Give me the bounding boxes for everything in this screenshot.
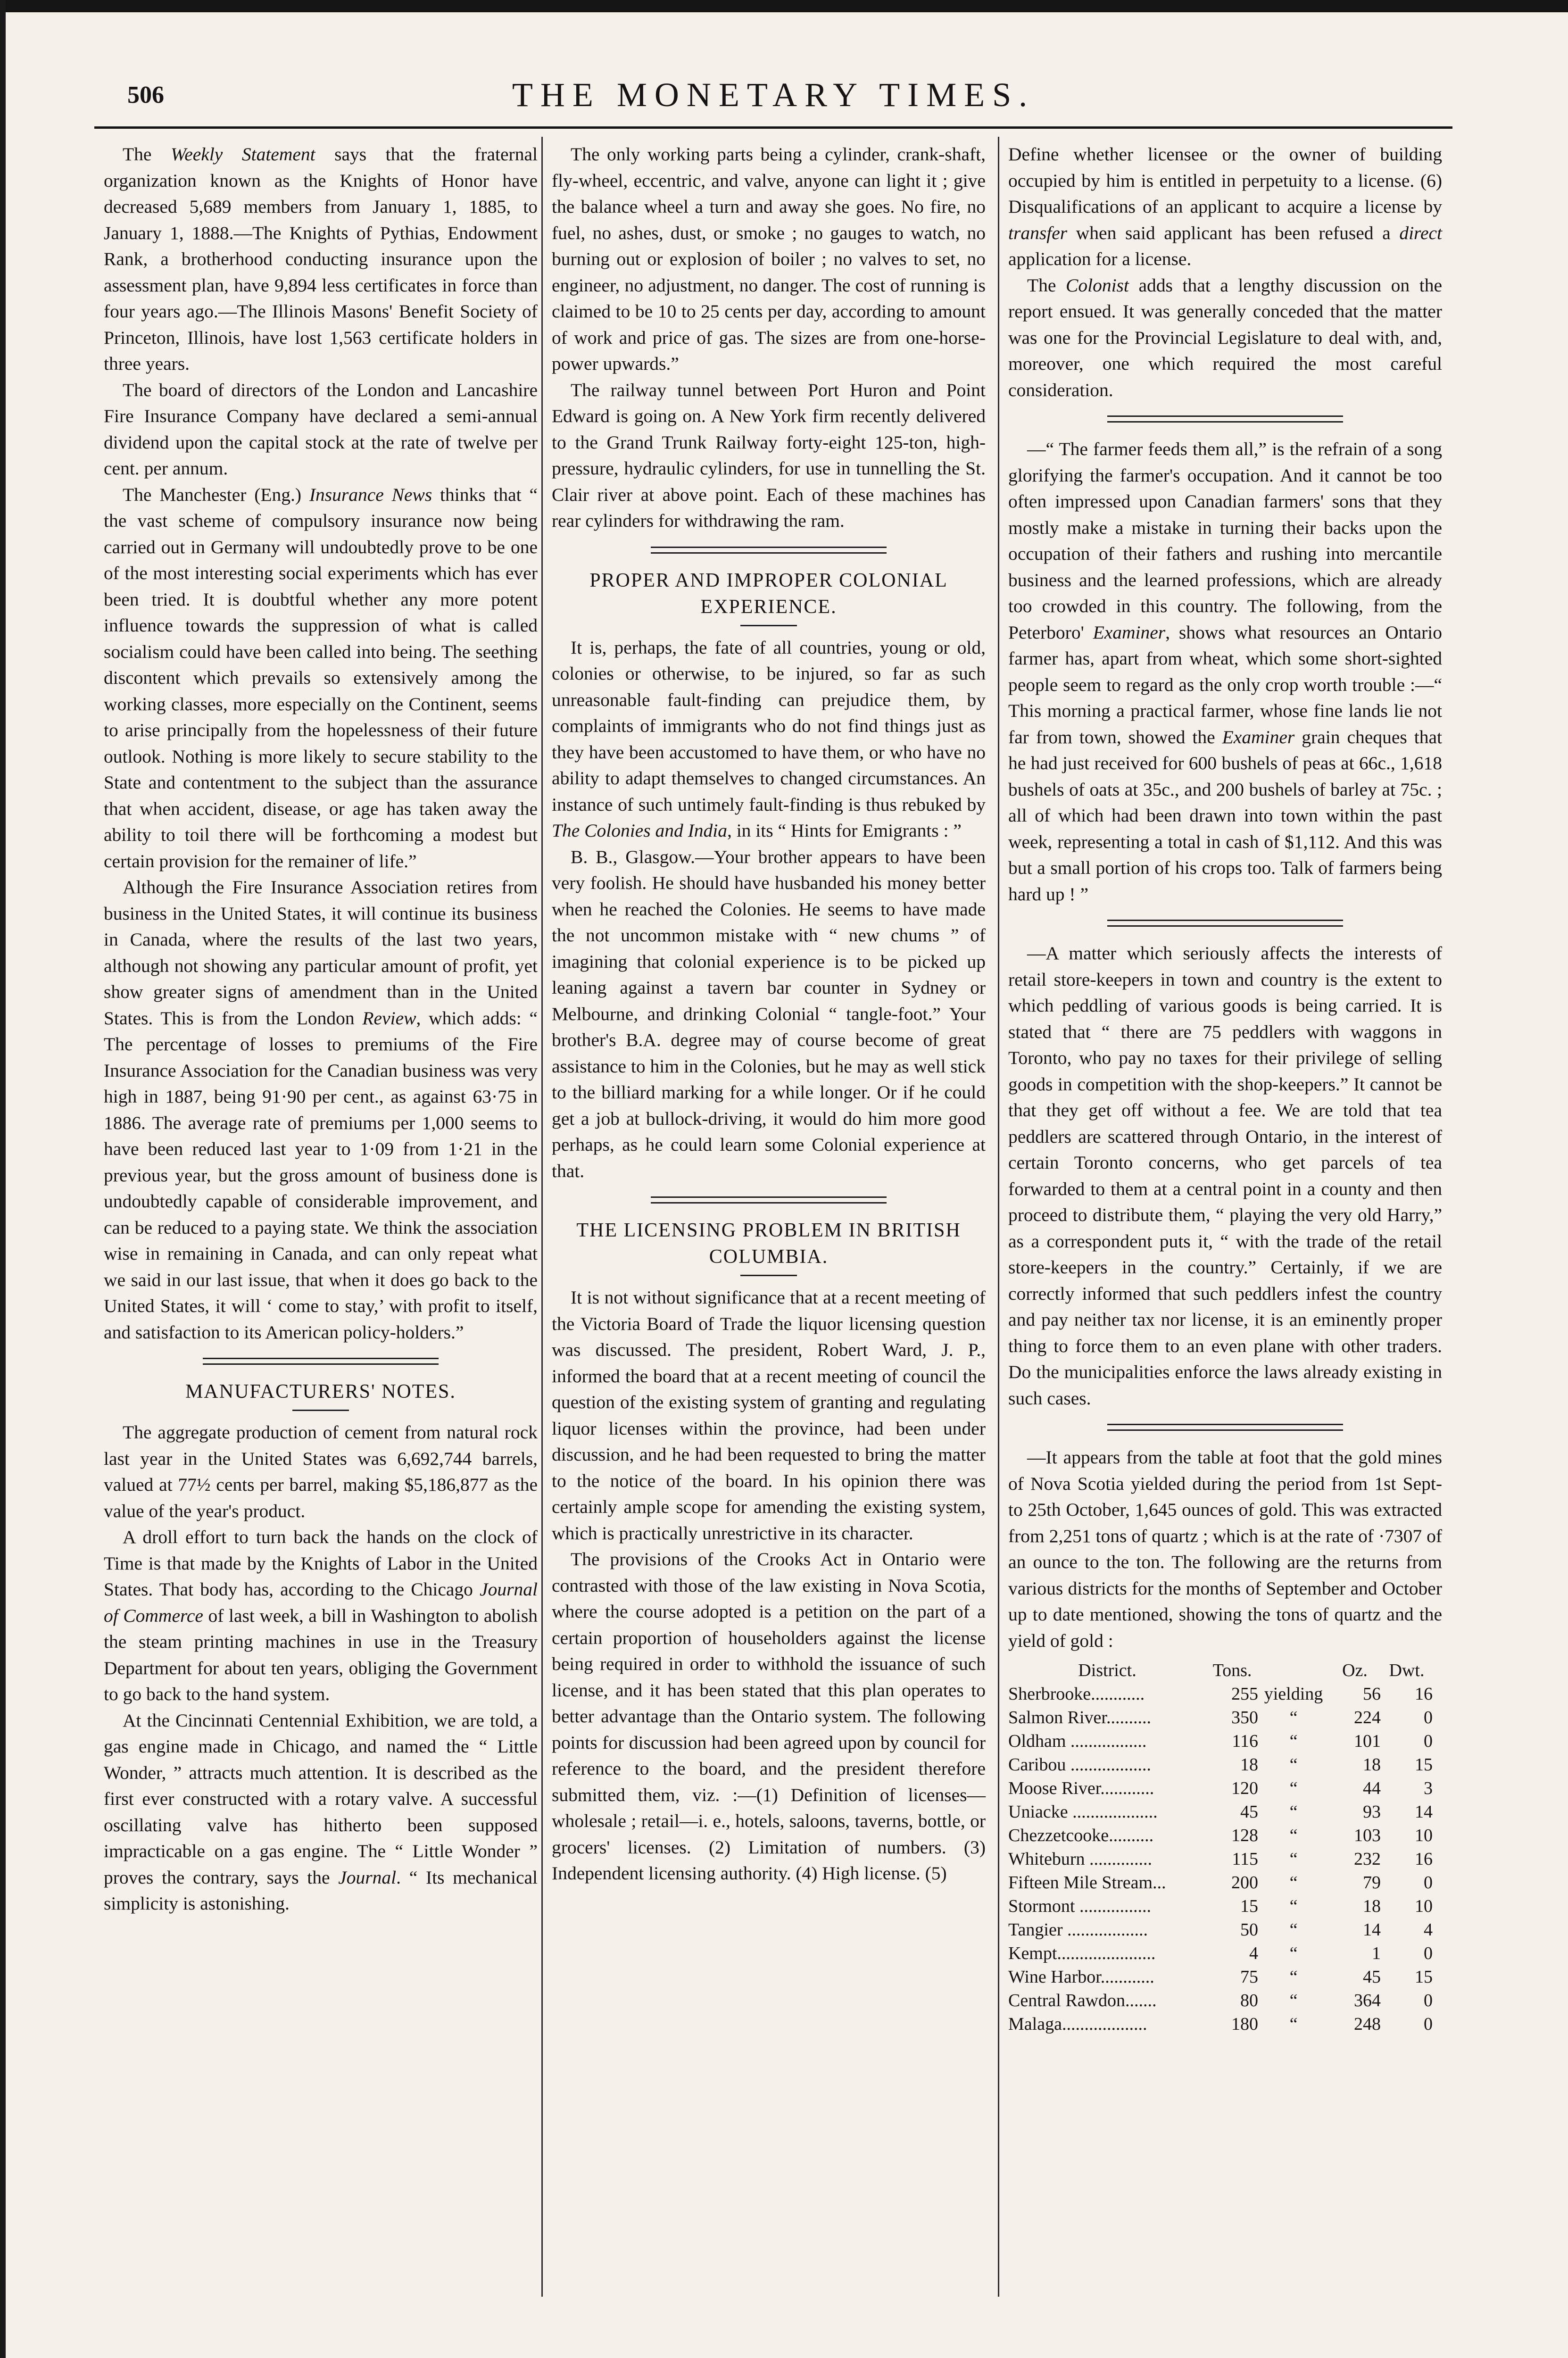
table-cell: 14 bbox=[1363, 1920, 1381, 1940]
table-row bbox=[1008, 1706, 1433, 1729]
table-cell: yielding bbox=[1264, 1684, 1323, 1704]
heading-manufacturers-notes: MANUFACTURERS' NOTES. bbox=[185, 1381, 456, 1403]
article-licensing-victoria: It is not without significance that at a recent meeting of the Victoria Board of Trade the liquor licensing question was discussed. The president, Robert Ward, J. P., informed the board that at a recent meeting of council the question of the existing system of granting and regulating liquor licenses within the province, had been under discussion, and he had been requested to bring the matter to the notice of the board. In his opinion there was certainly ample scope for amending the existing system, which is practically unrestrictive in its character. bbox=[552, 1287, 986, 1544]
page-number: 506 bbox=[127, 82, 164, 108]
table-cell: “ bbox=[1289, 1731, 1298, 1751]
page-left-edge bbox=[0, 0, 6, 2358]
table-cell: 56 bbox=[1363, 1684, 1381, 1704]
article-manchester-insurance-news: The Manchester (Eng.) Insurance News thinks that “ the vast scheme of compulsory insurance now being carried out in Germany will undoubtedly prove to be one of the most interesting social experiments which has ever been tried. It is doubtful whether any more potent influence towards the suppression of what is called socialism could have been called into being. The seething discontent which prevails so extensively among the working classes, more especially on the Continent, seems to arise principally from the hopelessness of their future outlook. Nothing is more likely to secure stability to the State and contentment to the subject than the assurance that when accident, disease, or age has taken away the ability to toil there will be forthcoming a modest but certain provision for the remainer of life.” bbox=[104, 484, 538, 872]
article-glasgow-letter: B. B., Glasgow.—Your brother appears to have been very foolish. He should have husbanded his money better when he reached the Colonies. He seems to have made the not uncommon mistake with “ new chums ” of imagining that colonial experience is to be picked up leaning against a tavern bar counter in Sydney or Melbourne, and drinking Colonial “ tangle-foot.” Your brother's B.A. degree may of course become of great assistance to him in the Colonies, but he may as well stick to the billiard marking for a while longer. Or if he could get a job at bullock-driving, it would do him more good perhaps, as he could learn some Colonial experience at that. bbox=[552, 846, 986, 1181]
table-row bbox=[1008, 1989, 1433, 2012]
table-cell: Sherbrooke............ bbox=[1008, 1684, 1145, 1704]
table-row bbox=[1008, 1800, 1433, 1824]
table-cell: “ bbox=[1289, 1943, 1298, 1963]
column-divider-2 bbox=[998, 137, 999, 2297]
table-header: Tons. bbox=[1212, 1661, 1252, 1680]
article-fire-insurance-association: Although the Fire Insurance Association retires from business in the United States, it will continue its business in Canada, where the results of the last two years, although not showing any particular amount of profit, yet show greater signs of amendment than in the United States. This is from the London Review, which adds: “ The percentage of losses to premiums of the Fire Insurance Association for the Canadian business was very high in 1887, being 91·90 per cent., as against 63·75 in 1886. The average rate of premiums per 1,000 seems to have been reduced last year to 1·09 from 1·21 in the previous year, but the gross amount of business done is undoubtedly capable of considerable improvement, and can be reduced to a paying state. We think the association wise in remaining in Canada, and can only repeat what we said in our last issue, that when it does go back to the United States, it will ‘ come to stay,’ with profit to itself, and satisfaction to its American policy-holders.” bbox=[104, 877, 538, 1343]
table-cell: 248 bbox=[1354, 2014, 1381, 2034]
table-cell: “ bbox=[1289, 1826, 1298, 1845]
table-cell: 0 bbox=[1424, 1991, 1433, 2010]
table-cell: Uniacke ................... bbox=[1008, 1802, 1158, 1822]
article-london-lancashire: The board of directors of the London and Lancashire Fire Insurance Company have declared a semi-annual dividend upon the capital stock at the rate of twelve per cent. per annum. bbox=[104, 379, 538, 479]
table-cell: 103 bbox=[1354, 1826, 1381, 1845]
table-cell: “ bbox=[1289, 1896, 1298, 1916]
table-cell: 14 bbox=[1415, 1802, 1433, 1822]
table-row bbox=[1008, 2012, 1433, 2036]
table-cell: 0 bbox=[1424, 1708, 1433, 1727]
header-rule bbox=[94, 126, 1452, 129]
table-cell: Stormont ................ bbox=[1008, 1896, 1151, 1916]
table-cell: Malaga................... bbox=[1008, 2014, 1147, 2034]
column-2 bbox=[552, 141, 986, 1887]
section-separator bbox=[1107, 1422, 1343, 1434]
table-cell: 0 bbox=[1424, 1873, 1433, 1893]
table-cell: 255 bbox=[1231, 1684, 1258, 1704]
column-3 bbox=[1008, 141, 1442, 2036]
table-cell: 364 bbox=[1354, 1991, 1381, 2010]
table-cell: “ bbox=[1289, 1849, 1298, 1869]
article-cement-production: The aggregate production of cement from natural rock last year in the United States was 6,692,744 barrels, valued at 77½ cents per barrel, making $5,186,877 as the value of the year's product. bbox=[104, 1422, 538, 1521]
article-crooks-act: The provisions of the Crooks Act in Ontario were contrasted with those of the law existing in Nova Scotia, where the course adopted is a petition on the part of a certain proportion of householders against the license being required in order to withhold the issuance of such license, and it has been stated that this plan operates to better advantage than the Ontario system. The following points for discussion had been agreed upon by council for reference to the board, and the president therefore submitted them, viz. :—(1) Definition of licenses—wholesale ; retail—i. e., hotels, saloons, taverns, bottle, or grocers' licenses. (2) Limitation of numbers. (3) Independent licensing authority. (4) High license. (5) bbox=[552, 1549, 986, 1884]
table-cell: 75 bbox=[1240, 1967, 1258, 1987]
article-colonial-experience: It is, perhaps, the fate of all countries, young or old, colonies or otherwise, to be injured, so far as such unreasonable fault-finding can prejudice them, by complaints of immigrants who do not find things just as they have been accustomed to have them, or who have no ability to adapt themselves to changed circumstances. An instance of such untimely fault-finding is thus rebuked by The Colonies and India, in its “ Hints for Emigrants : ” bbox=[552, 637, 986, 841]
table-cell: 200 bbox=[1231, 1873, 1258, 1893]
table-cell: 44 bbox=[1363, 1778, 1381, 1798]
table-header: District. bbox=[1078, 1661, 1137, 1680]
table-cell: “ bbox=[1289, 1778, 1298, 1798]
table-cell: 0 bbox=[1424, 1731, 1433, 1751]
table-cell: 16 bbox=[1415, 1684, 1433, 1704]
table-cell: 4 bbox=[1249, 1943, 1258, 1963]
article-peddlers: —A matter which seriously affects the interests of retail store-keepers in town and country is the extent to which peddling of various goods is being carried. It is stated that “ there are 75 peddlers with waggons in Toronto, who pay no taxes for their privilege of selling goods in competition with the shop-keepers.” It cannot be that they get off without a fee. We are told that tea peddlers are scattered through Ontario, in the interest of certain Toronto concerns, who get parcels of tea forwarded to them at a central point in a county and then proceed to distribute them, “ playing the very old Harry,” as a correspondent puts it, “ with the trade of the retail store-keepers in the country.” Certainly, if we are correctly informed that such peddlers infest the country and pay neither tax nor license, it is an eminently proper thing to force them to an even plane with other traders. Do the municipalities enforce the laws already existing in such cases. bbox=[1008, 943, 1442, 1409]
heading-underline bbox=[740, 625, 797, 626]
table-cell: “ bbox=[1289, 1802, 1298, 1822]
section-separator bbox=[203, 1356, 439, 1368]
table-cell: 79 bbox=[1363, 1873, 1381, 1893]
table-cell: 10 bbox=[1415, 1826, 1433, 1845]
table-cell: 232 bbox=[1354, 1849, 1381, 1869]
heading-colonial-experience: PROPER AND IMPROPER COLONIAL EXPERIENCE. bbox=[589, 569, 948, 618]
table-cell: “ bbox=[1289, 1920, 1298, 1940]
table-cell: “ bbox=[1289, 1873, 1298, 1893]
table-cell: “ bbox=[1289, 1967, 1298, 1987]
table-cell: Tangier .................. bbox=[1008, 1920, 1148, 1940]
page-top-edge bbox=[0, 0, 1568, 12]
section-separator bbox=[1107, 918, 1343, 930]
table-header-row bbox=[1008, 1659, 1433, 1682]
table-cell: 18 bbox=[1363, 1755, 1381, 1775]
table-row bbox=[1008, 1729, 1433, 1753]
article-weekly-statement: The Weekly Statement says that the fraternal organization known as the Knights of Honor have decreased 5,689 members from January 1, 1885, to January 1, 1888.—The Knights of Pythias, Endowment Rank, a brotherhood conducting insurance upon the assessment plan, have 9,894 less certificates in force than four years ago.—The Illinois Masons' Benefit Society of Princeton, Illinois, have lost 1,563 certificate holders in three years. bbox=[104, 144, 538, 374]
table-header: Oz. bbox=[1342, 1661, 1368, 1680]
table-cell: 15 bbox=[1415, 1755, 1433, 1775]
article-gold-mines: —It appears from the table at foot that the gold mines of Nova Scotia yielded during the period from 1st Sept- to 25th October, 1,645 ounces of gold. This was extracted from 2,251 tons of quartz ; which is at the rate of ·7307 of an ounce to the ton. The following are the returns from various districts for the months of September and October up to date mentioned, showing the tons of quartz and the yield of gold : bbox=[1008, 1447, 1442, 1651]
masthead bbox=[94, 71, 1452, 127]
table-cell: “ bbox=[1289, 1708, 1298, 1727]
table-cell: Fifteen Mile Stream... bbox=[1008, 1873, 1166, 1893]
newspaper-title: THE MONETARY TIMES. bbox=[512, 76, 1035, 114]
table-cell: 93 bbox=[1363, 1802, 1381, 1822]
heading-underline bbox=[740, 1275, 797, 1276]
table-cell: 0 bbox=[1424, 2014, 1433, 2034]
table-cell: 18 bbox=[1363, 1896, 1381, 1916]
table-cell: 50 bbox=[1240, 1920, 1258, 1940]
table-header: Dwt. bbox=[1389, 1661, 1425, 1680]
table-row bbox=[1008, 1871, 1433, 1894]
table-row bbox=[1008, 1918, 1433, 1942]
table-cell: Oldham ................. bbox=[1008, 1731, 1147, 1751]
table-cell: 45 bbox=[1363, 1967, 1381, 1987]
table-row bbox=[1008, 1682, 1433, 1706]
section-separator bbox=[651, 545, 887, 557]
heading-licensing-problem: THE LICENSING PROBLEM IN BRITISH COLUMBIA. bbox=[576, 1220, 961, 1268]
gold-yield-table bbox=[1008, 1659, 1433, 2036]
table-cell: 45 bbox=[1240, 1802, 1258, 1822]
table-cell: 128 bbox=[1231, 1826, 1258, 1845]
table-cell: 10 bbox=[1415, 1896, 1433, 1916]
table-cell: Chezzetcooke.......... bbox=[1008, 1826, 1154, 1845]
table-cell: Caribou .................. bbox=[1008, 1755, 1151, 1775]
article-gas-engine: At the Cincinnati Centennial Exhibition, we are told, a gas engine made in Chicago, and named the “ Little Wonder, ” attracts much attention. It is described as the first ever constructed with a rotary valve. A successful oscillating valve has hitherto been supposed impracticable on a gas engine. The “ Little Wonder ” proves the contrary, says the Journal. “ Its mechanical simplicity is astonishing. bbox=[104, 1710, 538, 1914]
column-1 bbox=[104, 141, 538, 1917]
article-knights-of-labor: A droll effort to turn back the hands on the clock of Time is that made by the Knights of Labor in the United States. That body has, according to the Chicago Journal of Commerce of last week, a bill in Washington to abolish the steam printing machines in use in the Treasury Department for about ten years, obliging the Government to go back to the hand system. bbox=[104, 1527, 538, 1704]
table-cell: 15 bbox=[1415, 1967, 1433, 1987]
article-railway-tunnel: The railway tunnel between Port Huron and Point Edward is going on. A New York firm recently delivered to the Grand Trunk Railway forty-eight 125-ton, high-pressure, hydraulic cylinders, for use in tunnelling the St. Clair river at above point. Each of these machines has rear cylinders for withdrawing the ram. bbox=[552, 379, 986, 531]
table-cell: 4 bbox=[1424, 1920, 1433, 1940]
article-colonist: The Colonist adds that a lengthy discussion on the report ensued. It was generally conceded that the matter was one for the Provincial Legislature to deal with, and, moreover, one which required the most careful consideration. bbox=[1008, 274, 1442, 400]
table-cell: 3 bbox=[1424, 1778, 1433, 1798]
table-cell: 224 bbox=[1354, 1708, 1381, 1727]
heading-underline bbox=[292, 1410, 349, 1411]
table-cell: “ bbox=[1289, 1991, 1298, 2010]
table-cell: Moose River............ bbox=[1008, 1778, 1154, 1798]
table-cell: 16 bbox=[1415, 1849, 1433, 1869]
table-cell: Wine Harbor............ bbox=[1008, 1967, 1154, 1987]
table-header bbox=[1258, 1659, 1329, 1682]
table-row bbox=[1008, 1777, 1433, 1800]
table-cell: 0 bbox=[1424, 1943, 1433, 1963]
article-licensing-continued: Define whether licensee or the owner of building occupied by him is entitled in perpetuity to a license. (6) Disqualifications of an applicant to acquire a license by transfer when said applicant has been refused a direct application for a license. bbox=[1008, 144, 1442, 269]
table-cell: 350 bbox=[1231, 1708, 1258, 1727]
gold-table-body bbox=[1008, 1682, 1433, 2036]
table-cell: Salmon River.......... bbox=[1008, 1708, 1151, 1727]
table-cell: 18 bbox=[1240, 1755, 1258, 1775]
section-separator bbox=[1107, 414, 1343, 426]
table-cell: 120 bbox=[1231, 1778, 1258, 1798]
table-cell: Kempt...................... bbox=[1008, 1943, 1156, 1963]
article-gas-engine-continued: The only working parts being a cylinder, crank-shaft, fly-wheel, eccentric, and valve, anyone can light it ; give the balance wheel a turn and away she goes. No fire, no fuel, no ashes, dust, or smoke ; no gauges to watch, no burning out or explosion of boiler ; no valves to set, no engineer, no adjustment, no danger. The cost of running is claimed to be 10 to 25 cents per day, according to amount of work and price of gas. The sizes are from one-horse-power upwards.” bbox=[552, 144, 986, 374]
table-cell: 15 bbox=[1240, 1896, 1258, 1916]
column-divider-1 bbox=[541, 137, 543, 2297]
table-row bbox=[1008, 1753, 1433, 1777]
article-farmer-feeds-them-all: —“ The farmer feeds them all,” is the refrain of a song glorifying the farmer's occupation. And it cannot be too often impressed upon Canadian farmers' sons that they mostly make a mistake in turning their backs upon the occupation of their fathers and rushing into mercantile business and the learned professions, which are already too crowded in this country. The following, from the Peterboro' Examiner, shows what resources an Ontario farmer has, apart from wheat, which some short-sighted people seem to regard as the only crop worth trouble :—“ This morning a practical farmer, whose fine lands lie not far from town, showed the Examiner grain cheques that he had just received for 600 bushels of peas at 66c., 1,618 bushels of oats at 35c., and 200 bushels of barley at 75c. ; all of which had been drawn into town within the past week, representing a total in cash of $1,112. And this was but a small portion of his crops too. Talk of farmers being hard up ! ” bbox=[1008, 439, 1443, 905]
table-cell: Whiteburn .............. bbox=[1008, 1849, 1153, 1869]
table-row bbox=[1008, 1824, 1433, 1847]
table-cell: 80 bbox=[1240, 1991, 1258, 2010]
table-cell: 180 bbox=[1231, 2014, 1258, 2034]
table-row bbox=[1008, 1942, 1433, 1965]
table-row bbox=[1008, 1847, 1433, 1871]
table-cell: 1 bbox=[1372, 1943, 1381, 1963]
table-cell: “ bbox=[1289, 2014, 1298, 2034]
table-row bbox=[1008, 1894, 1433, 1918]
table-cell: 101 bbox=[1354, 1731, 1381, 1751]
table-cell: 116 bbox=[1232, 1731, 1258, 1751]
table-cell: Central Rawdon....... bbox=[1008, 1991, 1157, 2010]
table-cell: “ bbox=[1289, 1755, 1298, 1775]
section-separator bbox=[651, 1195, 887, 1207]
table-cell: 115 bbox=[1232, 1849, 1258, 1869]
table-row bbox=[1008, 1965, 1433, 1989]
